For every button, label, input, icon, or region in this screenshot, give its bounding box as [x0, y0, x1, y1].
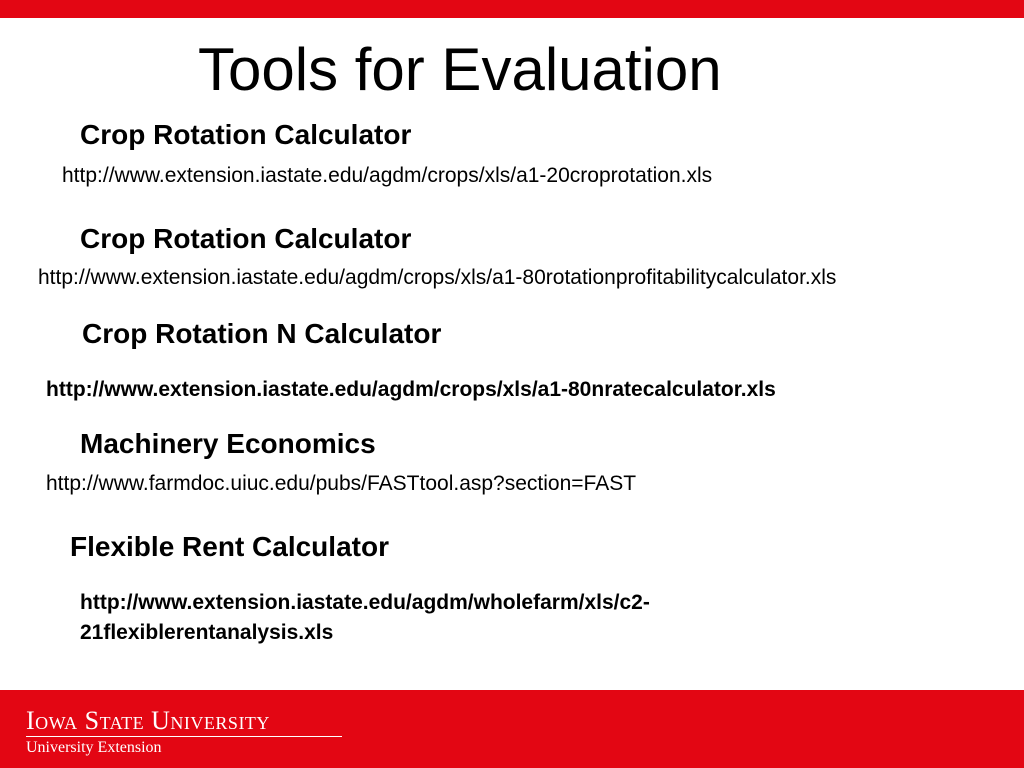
tool-heading-flexible-rent: Flexible Rent Calculator	[70, 531, 389, 562]
footer-bar	[0, 690, 1024, 768]
wordmark-divider	[26, 736, 342, 737]
tool-link-flexible-rent-line1[interactable]: http://www.extension.iastate.edu/agdm/wholefarm/xls/c2-	[80, 591, 650, 614]
tool-link-machinery-economics[interactable]: http://www.farmdoc.uiuc.edu/pubs/FASTtool.asp?section=FAST	[46, 472, 637, 495]
top-accent-bar	[0, 0, 1024, 18]
tool-heading-n-calculator: Crop Rotation N Calculator	[82, 318, 442, 349]
tool-heading-crop-rotation: Crop Rotation Calculator	[80, 119, 412, 150]
tool-link-rotation-profitability[interactable]: http://www.extension.iastate.edu/agdm/crops/xls/a1-80rotationprofitabilitycalculator.xls	[38, 266, 837, 289]
tool-heading-rotation-profitability: Crop Rotation Calculator	[80, 223, 412, 254]
tool-link-crop-rotation[interactable]: http://www.extension.iastate.edu/agdm/crops/xls/a1-20croprotation.xls	[62, 164, 713, 187]
tool-link-flexible-rent-line2[interactable]: 21flexiblerentanalysis.xls	[80, 621, 334, 644]
slide-title: Tools for Evaluation	[198, 36, 722, 103]
university-wordmark: Iowa State University	[26, 706, 270, 735]
tool-heading-machinery-economics: Machinery Economics	[80, 428, 376, 459]
department-name: University Extension	[26, 739, 162, 756]
tool-link-n-calculator[interactable]: http://www.extension.iastate.edu/agdm/crops/xls/a1-80nratecalculator.xls	[46, 378, 776, 401]
